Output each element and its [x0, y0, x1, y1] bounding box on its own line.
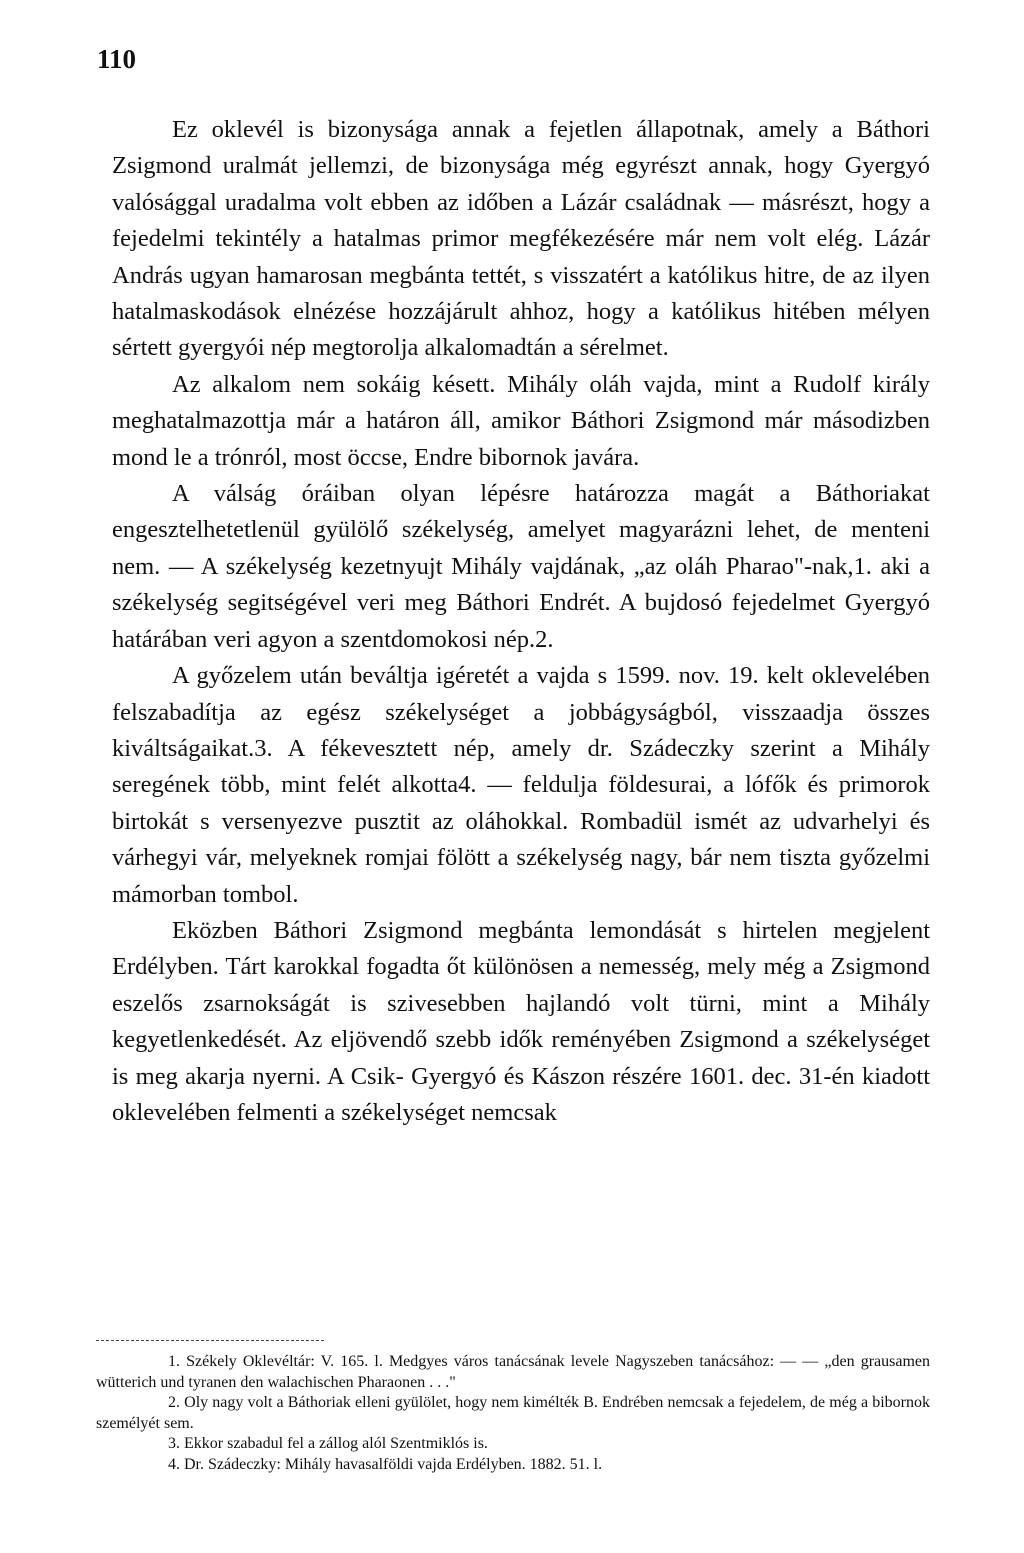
paragraph: Az alkalom nem sokáig késett. Mihály oláh vajda, mint a Rudolf király meghatalmazottja már a határon áll, amikor Báthori Zsigmond már másodizben mond le a trónról, most öccse, Endre bibornok javára. [112, 370, 930, 471]
paragraph: Eközben Báthori Zsigmond megbánta lemondását s hirtelen megjelent Erdélyben. Tárt karokkal fogadta őt különösen a nemesség, mely még a Zsigmond eszelős zsarnokságát is szivesebben hajlandó volt türni, mint a Mihály kegyetlenkedését. Az eljövendő szebb idők reményében Zsigmond a székelységet is meg akarja nyerni. A Csik- Gyergyó és Kászon részére 1601. dec. 31-én kiadott oklevelében felmenti a székelységet nemcsak [112, 916, 930, 1126]
footnote-divider [96, 1340, 324, 1341]
footnote: 1. Székely Oklevéltár: V. 165. l. Medgyes város tanácsának levele Nagyszeben tanácsához: — — „den grausamen wütterich und tyranen den walachischen Pharaonen . . ." [96, 1353, 930, 1391]
page-number: 110 [97, 44, 137, 74]
paragraph: Ez oklevél is bizonysága annak a fejetlen állapotnak, amely a Báthori Zsigmond uralmát jellemzi, de bizonysága még egyrészt annak, hogy Gyergyó valósággal uradalma volt ebben az időben a Lázár családnak — másrészt, hogy a fejedelmi tekintély a hatalmas primor megfékezésére már nem volt elég. Lázár András ugyan hamarosan megbánta tettét, s visszatért a katólikus hitre, de az ilyen hatalmaskodások elnézése hozzájárult ahhoz, hogy a katólikus hitében mélyen sértett gyergyói nép megtorolja alkalomadtán a sérelmet. [112, 116, 930, 362]
paragraph: A győzelem után beváltja igéretét a vajda s 1599. nov. 19. kelt oklevelében felszabadítja az egész székelységet a jobbágyságból, visszaadja összes kiváltságaikat.3. A fékevesztett nép, amely dr. Szádeczky szerint a Mihály seregének több, mint felét alkotta4. — feldulja földesurai, a lófők és primorok birtokát s versenyezve pusztit az oláhokkal. Rombadül ismét az udvarhelyi és várhegyi vár, melyeknek romjai fölött a székelység nagy, bár nem tiszta győzelmi mámorban tombol. [112, 662, 930, 908]
footnotes [96, 1352, 930, 1475]
body-text [112, 112, 930, 1131]
footnote: 4. Dr. Szádeczky: Mihály havasalföldi vajda Erdélyben. 1882. 51. l. [168, 1455, 603, 1473]
paragraph: A válság óráiban olyan lépésre határozza magát a Báthoriakat engesztelhetetlenül gyülölő székelység, amelyet magyarázni lehet, de menteni nem. — A székelység kezetnyujt Mihály vajdának, „az oláh Pharao"-nak,1. aki a székelység segitségével veri meg Báthori Endrét. A bujdosó fejedelmet Gyergyó határában veri agyon a szentdomokosi nép.2. [112, 480, 930, 653]
footnote: 3. Ekkor szabadul fel a zállog alól Szentmiklós is. [168, 1435, 488, 1452]
footnote: 2. Oly nagy volt a Báthoriak elleni gyülölet, hogy nem kimélték B. Endrében nemcsak a fejedelem, de még a bibornok személyét sem. [96, 1394, 930, 1432]
